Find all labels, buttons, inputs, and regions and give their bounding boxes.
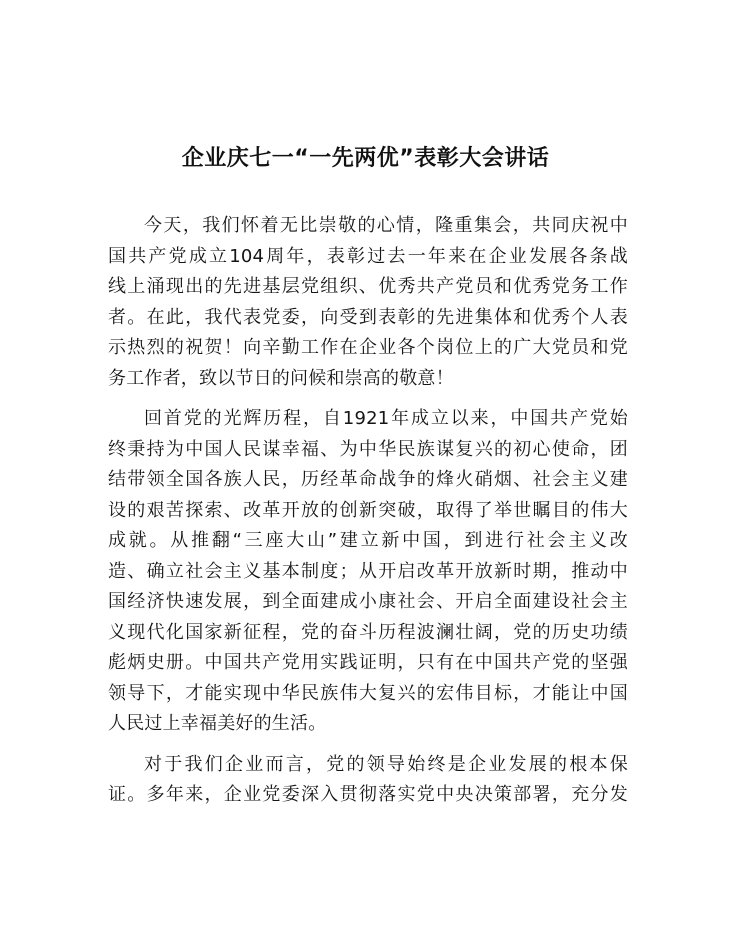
paragraph-2 bbox=[108, 404, 628, 740]
paragraph-line: 线上涌现出的先进基层党组织、优秀共产党员和优秀党务工作 bbox=[108, 276, 628, 297]
paragraph-line: 示热烈的祝贺！向辛勤工作在企业各个岗位上的广大党员和党 bbox=[108, 337, 628, 358]
paragraph-line: 今天，我们怀着无比崇敬的心情，隆重集会，共同庆祝中 bbox=[144, 215, 628, 236]
paragraph-line: 回首党的光辉历程，自1921年成立以来，中国共产党始 bbox=[144, 408, 628, 429]
paragraph-line: 者。在此，我代表党委，向受到表彰的先进集体和优秀个人表 bbox=[108, 306, 628, 328]
paragraph-line: 人民过上幸福美好的生活。 bbox=[108, 713, 327, 734]
paragraph-line: 结带领全国各族人民，历经革命战争的烽火硝烟、社会主义建 bbox=[108, 469, 628, 490]
paragraph-line: 证。多年来，企业党委深入贯彻落实党中央决策部署，充分发 bbox=[108, 784, 628, 805]
paragraph-line: 国经济快速发展，到全面建成小康社会、开启全面建设社会主 bbox=[108, 591, 628, 612]
paragraph-line: 对于我们企业而言，党的领导始终是企业发展的根本保 bbox=[144, 753, 628, 775]
document-title: 企业庆七一“一先两优”表彰大会讲话 bbox=[181, 145, 550, 171]
paragraph-3 bbox=[108, 750, 628, 811]
paragraph-line: 国共产党成立104周年，表彰过去一年来在企业发展各条战 bbox=[108, 245, 628, 267]
paragraph-1 bbox=[108, 211, 628, 394]
paragraph-line: 彪炳史册。中国共产党用实践证明，只有在中国共产党的坚强 bbox=[108, 652, 628, 673]
paragraph-line: 义现代化国家新征程，党的奋斗历程波澜壮阔，党的历史功绩 bbox=[108, 621, 628, 643]
paragraph-line: 终秉持为中国人民谋幸福、为中华民族谋复兴的初心使命，团 bbox=[108, 438, 628, 460]
paragraph-line: 设的艰苦探索、改革开放的创新突破，取得了举世瞩目的伟大 bbox=[108, 499, 628, 521]
document-body bbox=[108, 211, 628, 821]
paragraph-line: 造、确立社会主义基本制度；从开启改革开放新时期，推动中 bbox=[108, 560, 628, 582]
paragraph-line: 领导下，才能实现中华民族伟大复兴的宏伟目标，才能让中国 bbox=[108, 682, 628, 704]
paragraph-line: 成就。从推翻“三座大山”建立新中国，到进行社会主义改 bbox=[108, 530, 628, 551]
paragraph-line: 务工作者，致以节日的问候和崇高的敬意！ bbox=[108, 367, 454, 389]
